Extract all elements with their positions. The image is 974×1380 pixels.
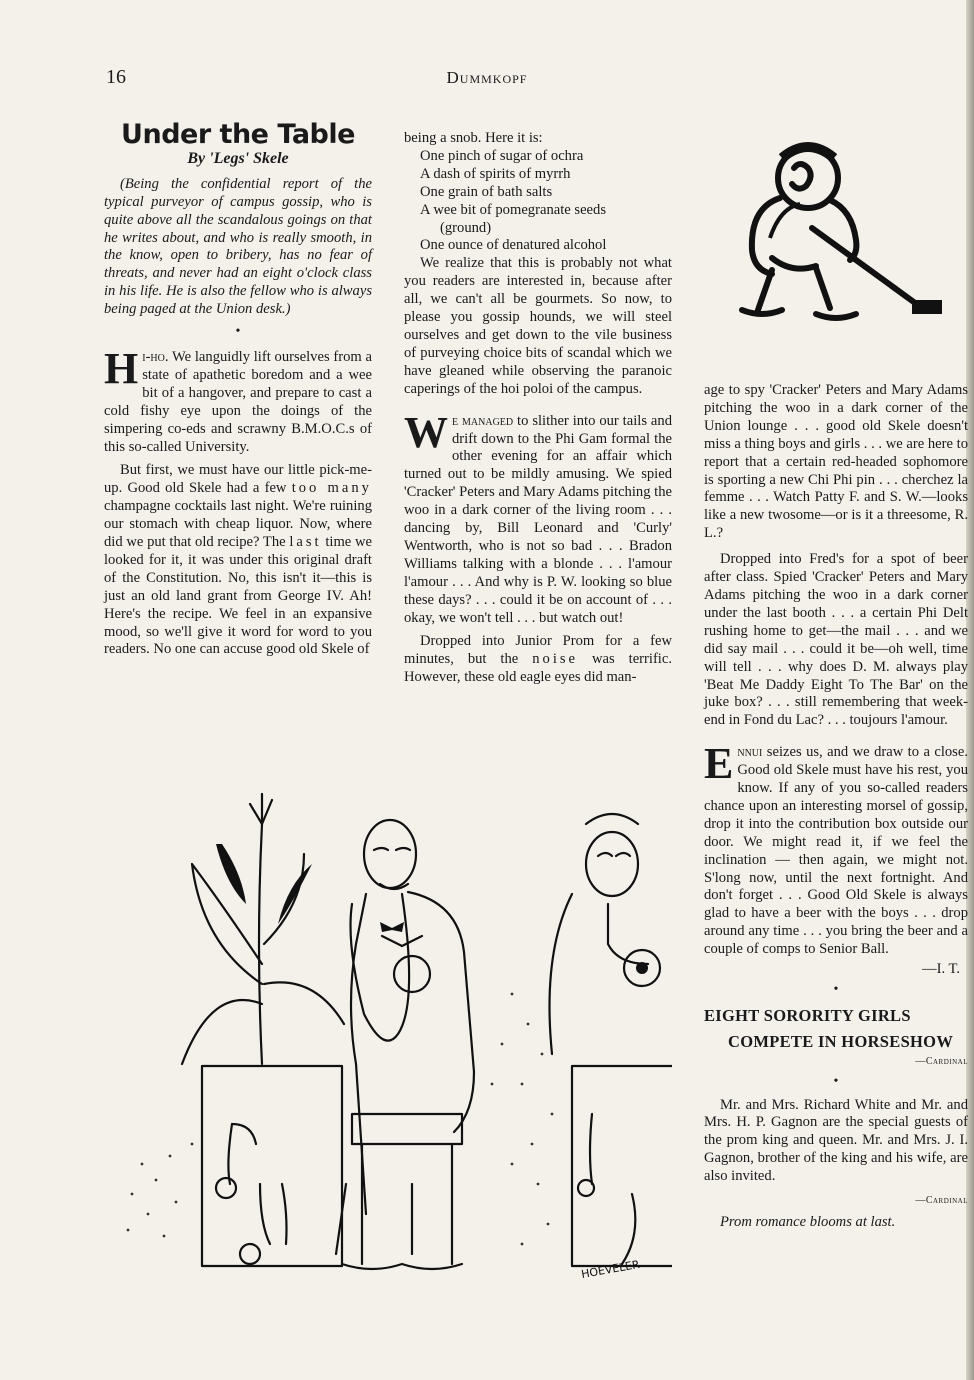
paragraph-8: Ennui seizes us, and we draw to a close. Good old Skele must have his rest, you know. If any of you so-called readers chance upon an interesting morsel of gossip, drop it into the contribution box outside our door. We might read it, if we feel the inclination — then again, we might not. S'long now, until the next fortnight. And don't forget . . . Good Old Skele is always glad to have a beer with the boys . . . drop around any time . . . you bring the beer and a couple of comps to Senior Ball. xyxy=(704,739,968,958)
article-byline: By 'Legs' Skele xyxy=(187,149,289,167)
paragraph-1: Hi-ho. We languidly lift ourselves from a state of apathetic boredom and a wee bit of a hangover, and prepare to cast a cold fishy eye upon the doings of the simpering co-eds and scrawny B.M.O.C.s of this so-called University. xyxy=(104,343,372,455)
sidebar-headline: COMPETE IN HORSESHOW xyxy=(728,1031,954,1051)
recipe-line: A wee bit of pomegranate seeds xyxy=(420,201,607,218)
article-column-3 xyxy=(704,382,968,1232)
paragraph-6: age to spy 'Cracker' Peters and Mary Adams pitching the woo in a dark corner of the Union lounge . . . good old Skele doesn't miss a thing boys and girls . . . we are here to report that a certain red-headed sophomore is sporting a new Chi Phi pin . . . cherchez la femme . . . Watch Patty F. and S. W.—looks like a new twosome—or is it a threesome, R. L.? xyxy=(704,382,968,542)
section-bullet: • xyxy=(833,982,839,997)
recipe-line: One pinch of sugar of ochra xyxy=(420,147,584,164)
paragraph-3: We realize that this is probably not what you readers are interested in, because after all, we can't all be gourmets. So now, to please you gossip hounds, we will steel ourselves and get down to the vile business of purveying choice bits of scandal which we have gleaned while observing the paranoic caperings of the hoi poloi of the campus. xyxy=(404,255,672,397)
drop-cap: W xyxy=(404,407,448,457)
article-signature: —I. T. xyxy=(922,961,960,978)
article-column-2 xyxy=(404,130,672,687)
recipe-line: A dash of spirits of myrrh xyxy=(420,165,571,182)
hockey-player-illustration xyxy=(712,138,962,338)
section-bullet: • xyxy=(833,1073,839,1089)
sidebar-caption: Prom romance blooms at last. xyxy=(720,1213,896,1230)
drop-cap: H xyxy=(104,343,139,393)
magazine-title: Dummkopf xyxy=(446,68,528,87)
recipe-intro: being a snob. Here it is: xyxy=(404,130,543,146)
paragraph-5: Dropped into Junior Prom for a few minutes, but the noise was terrific. However, these old eagle eyes did man- xyxy=(404,633,672,686)
paragraph-2: But first, we must have our little pick-me-up. Good old Skele had a few too many champagne cocktails last night. We're ruining our stomach with cheap liquor. Now, where did we put that old recipe? The last time we looked for it, it was under this original draft of the Constitution. No, this isn't it—this is just an old land grant from George IV. Ah! Here's the recipe. We feel in an expansive mood, so we'll give it word for word to you readers. No one can accuse good old Skele of xyxy=(104,462,372,658)
article-column-1 xyxy=(104,119,372,659)
sidebar-item: Mr. and Mrs. Richard White and Mr. and Mrs. H. P. Gagnon are the special guests of the prom king and queen. Mr. and Mrs. J. I. Gagnon, brother of the king and his wife, are also invited. xyxy=(704,1096,968,1185)
recipe-line: One ounce of denatured alcohol xyxy=(420,237,607,254)
page-number: 16 xyxy=(106,66,126,88)
credit-line: —Cardinal xyxy=(915,1055,968,1067)
drop-cap: E xyxy=(704,739,734,789)
section-bullet: • xyxy=(235,324,241,340)
article-intro: (Being the confidential report of the typical purveyor of campus gossip, who is quite above all the scandalous goings on that he writes about, and who is really smooth, in the know, open to bribery, has no fear of threats, and never had an eight o'clock class in his life. He is also the fellow who is always being paged at the Union desk.) xyxy=(104,175,372,318)
recipe-line: (ground) xyxy=(440,219,492,236)
paragraph-7: Dropped into Fred's for a spot of beer after class. Spied 'Cracker' Peters and Mary Adams pitching the woo in a dark corner under the last booth . . . a certain Phi Delt rushing home to get—the mail . . . and we did say mail . . . could it be—oh well, time will tell . . . why does D. M. always play 'Beat Me Daddy Eight To The Bar' on the juke box? . . . still remembering that week-end in Fond du Lac? . . . toujours l'amour. xyxy=(704,551,968,729)
article-title: Under the Table xyxy=(121,119,355,150)
saxophone-and-trumpet-players-illustration xyxy=(112,784,672,1304)
credit-line: —Cardinal xyxy=(915,1195,968,1207)
sidebar-headline: EIGHT SORORITY GIRLS xyxy=(704,1005,911,1025)
paragraph-4: We managed to slither into our tails and drift down to the Phi Gam formal the other evening for an affair which turned out to be mildly amusing. We spied 'Cracker' Peters and Mary Adams pitching the woo in a dark corner of the living room . . . dancing by, Bill Leonard and 'Curly' Wentworth, who is not so bad . . . Bradon Williams talking with a blonde . . . l'amour l'amour . . . And why is P. W. looking so blue these days? . . . could it be on account of . . . okay, we won't tell . . . but watch out! xyxy=(404,407,672,626)
recipe-line: One grain of bath salts xyxy=(420,183,553,200)
artist-signature: HOEVELER xyxy=(580,1257,641,1281)
